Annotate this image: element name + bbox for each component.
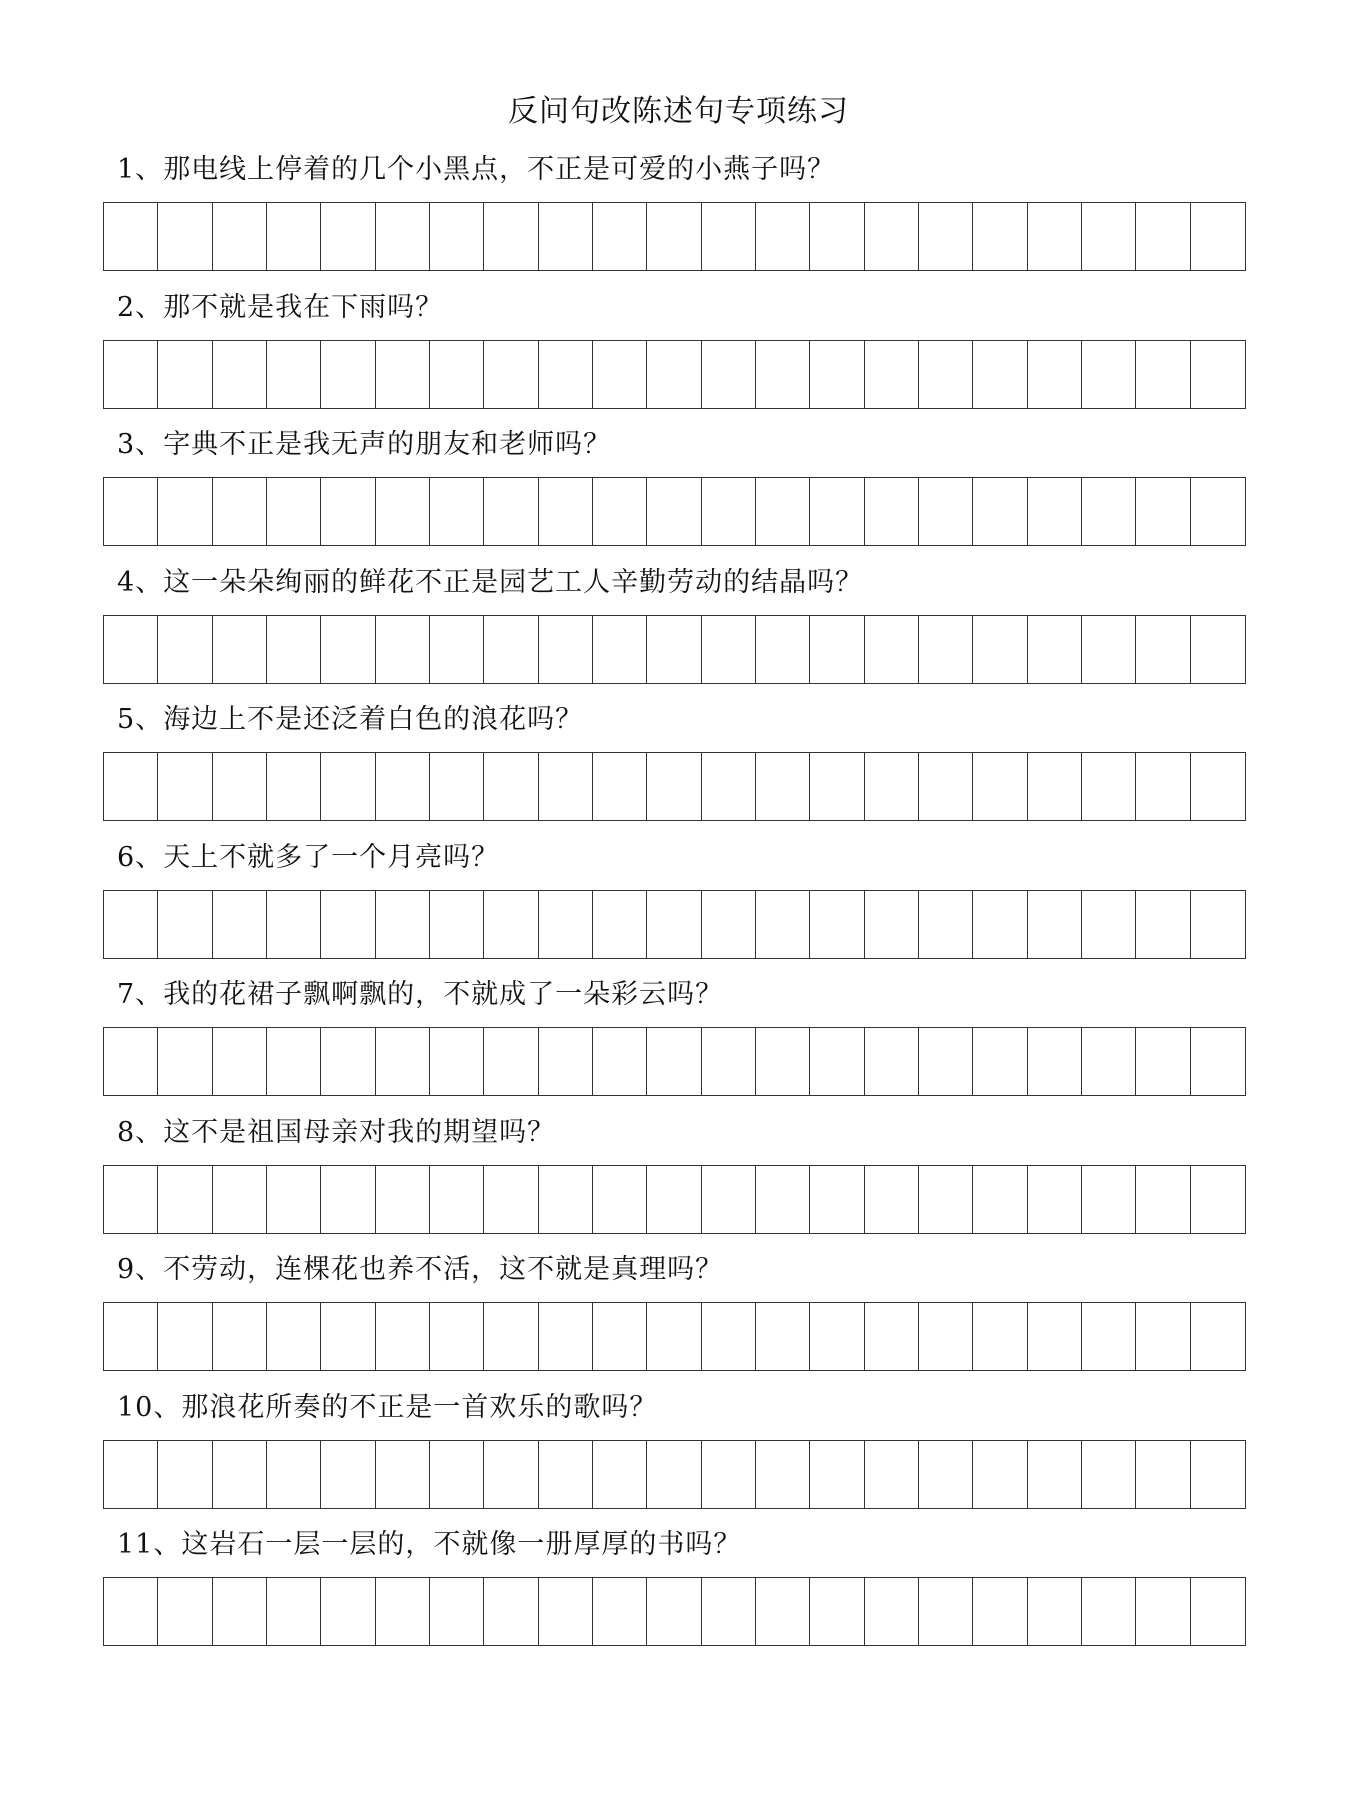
question-sentence: 那不就是我在下雨吗？ (163, 291, 444, 323)
answer-grid (103, 202, 1246, 271)
question-text (117, 700, 583, 740)
answer-cell[interactable] (647, 203, 701, 270)
answer-cell[interactable] (376, 753, 430, 820)
answer-cell[interactable] (267, 616, 321, 683)
answer-cell[interactable] (1191, 203, 1245, 270)
answer-cell[interactable] (810, 891, 864, 958)
answer-cell[interactable] (158, 891, 212, 958)
answer-cell[interactable] (484, 1303, 538, 1370)
answer-cell[interactable] (1028, 341, 1082, 408)
answer-cell[interactable] (104, 616, 158, 683)
answer-cell[interactable] (430, 1028, 484, 1095)
answer-cell[interactable] (647, 753, 701, 820)
answer-cell[interactable] (593, 616, 647, 683)
answer-cell[interactable] (756, 478, 810, 545)
answer-cell[interactable] (267, 1303, 321, 1370)
question-sentence: 那电线上停着的几个小黑点，不正是可爱的小燕子吗？ (163, 154, 836, 185)
answer-cell[interactable] (104, 1166, 158, 1233)
answer-cell[interactable] (1136, 616, 1190, 683)
answer-cell[interactable] (1136, 1303, 1190, 1370)
answer-cell[interactable] (484, 753, 538, 820)
answer-cell[interactable] (376, 1578, 430, 1645)
answer-cell[interactable] (1028, 1441, 1082, 1508)
answer-cell[interactable] (919, 753, 973, 820)
answer-cell[interactable] (158, 1441, 212, 1508)
answer-cell[interactable] (539, 1441, 593, 1508)
answer-cell[interactable] (213, 341, 267, 408)
question-number: 10、 (117, 1391, 182, 1423)
answer-cell[interactable] (158, 1166, 212, 1233)
question-text (117, 1113, 555, 1153)
answer-cell[interactable] (919, 341, 973, 408)
answer-grid (103, 477, 1246, 546)
answer-cell[interactable] (539, 1303, 593, 1370)
question-text (117, 975, 723, 1015)
answer-cell[interactable] (1191, 1441, 1245, 1508)
answer-cell[interactable] (376, 203, 430, 270)
answer-cell[interactable] (593, 1166, 647, 1233)
answer-cell[interactable] (539, 753, 593, 820)
question-text (117, 838, 499, 878)
answer-cell[interactable] (1191, 1166, 1245, 1233)
answer-cell[interactable] (593, 891, 647, 958)
answer-cell[interactable] (593, 1028, 647, 1095)
answer-cell[interactable] (267, 1028, 321, 1095)
answer-cell[interactable] (973, 616, 1027, 683)
answer-cell[interactable] (430, 891, 484, 958)
answer-cell[interactable] (810, 753, 864, 820)
answer-cell[interactable] (430, 1441, 484, 1508)
question-number: 6、 (117, 841, 164, 873)
answer-cell[interactable] (1191, 341, 1245, 408)
answer-cell[interactable] (430, 616, 484, 683)
answer-cell[interactable] (810, 203, 864, 270)
answer-cell[interactable] (267, 478, 321, 545)
question-text (117, 1250, 723, 1290)
answer-cell[interactable] (267, 341, 321, 408)
answer-cell[interactable] (213, 1028, 267, 1095)
question-sentence: 海边上不是还泛着白色的浪花吗？ (163, 704, 584, 735)
page-title: 反问句改陈述句专项练习 (508, 94, 849, 129)
answer-cell[interactable] (104, 1028, 158, 1095)
answer-cell[interactable] (647, 1578, 701, 1645)
answer-cell[interactable] (810, 1028, 864, 1095)
answer-grid (103, 1027, 1246, 1096)
answer-cell[interactable] (1082, 478, 1136, 545)
answer-cell[interactable] (376, 1303, 430, 1370)
answer-cell[interactable] (1136, 1578, 1190, 1645)
answer-cell[interactable] (865, 1028, 919, 1095)
answer-cell[interactable] (321, 203, 375, 270)
answer-cell[interactable] (539, 1166, 593, 1233)
answer-cell[interactable] (213, 891, 267, 958)
answer-cell[interactable] (593, 1303, 647, 1370)
answer-cell[interactable] (267, 753, 321, 820)
answer-cell[interactable] (484, 341, 538, 408)
answer-cell[interactable] (376, 1028, 430, 1095)
answer-cell[interactable] (104, 891, 158, 958)
answer-cell[interactable] (919, 1303, 973, 1370)
answer-cell[interactable] (104, 1441, 158, 1508)
answer-cell[interactable] (213, 753, 267, 820)
answer-grid (103, 890, 1246, 959)
answer-cell[interactable] (919, 1166, 973, 1233)
question-sentence: 那浪花所奏的不正是一首欢乐的歌吗？ (181, 1391, 658, 1423)
answer-cell[interactable] (430, 1578, 484, 1645)
answer-cell[interactable] (702, 1166, 756, 1233)
answer-cell[interactable] (1136, 341, 1190, 408)
answer-cell[interactable] (1082, 1441, 1136, 1508)
answer-cell[interactable] (1028, 1028, 1082, 1095)
question-sentence: 这不是祖国母亲对我的期望吗？ (163, 1116, 556, 1148)
answer-cell[interactable] (430, 341, 484, 408)
answer-cell[interactable] (810, 1441, 864, 1508)
answer-cell[interactable] (539, 1028, 593, 1095)
answer-cell[interactable] (321, 1441, 375, 1508)
answer-cell[interactable] (1136, 1028, 1190, 1095)
answer-cell[interactable] (430, 1303, 484, 1370)
answer-cell[interactable] (321, 341, 375, 408)
question-sentence: 天上不就多了一个月亮吗？ (163, 841, 500, 873)
answer-grid (103, 1577, 1246, 1646)
answer-cell[interactable] (756, 891, 810, 958)
answer-cell[interactable] (1136, 203, 1190, 270)
answer-cell[interactable] (1082, 341, 1136, 408)
answer-cell[interactable] (321, 891, 375, 958)
answer-cell[interactable] (1082, 753, 1136, 820)
answer-cell[interactable] (1191, 616, 1245, 683)
answer-grid (103, 1302, 1246, 1371)
answer-cell[interactable] (810, 616, 864, 683)
answer-cell[interactable] (919, 1028, 973, 1095)
answer-cell[interactable] (484, 616, 538, 683)
answer-cell[interactable] (1028, 203, 1082, 270)
answer-cell[interactable] (756, 203, 810, 270)
answer-cell[interactable] (810, 341, 864, 408)
answer-cell[interactable] (1028, 616, 1082, 683)
answer-cell[interactable] (702, 478, 756, 545)
answer-cell[interactable] (213, 1303, 267, 1370)
answer-cell[interactable] (539, 891, 593, 958)
answer-cell[interactable] (756, 616, 810, 683)
answer-cell[interactable] (919, 478, 973, 545)
question-text (117, 1388, 657, 1428)
question-text (117, 425, 611, 465)
answer-cell[interactable] (158, 478, 212, 545)
answer-cell[interactable] (1191, 1578, 1245, 1645)
answer-cell[interactable] (104, 1578, 158, 1645)
question-number: 8、 (117, 1116, 164, 1148)
answer-cell[interactable] (647, 1441, 701, 1508)
answer-cell[interactable] (593, 753, 647, 820)
answer-cell[interactable] (104, 478, 158, 545)
answer-cell[interactable] (321, 616, 375, 683)
answer-cell[interactable] (1191, 478, 1245, 545)
answer-cell[interactable] (756, 1441, 810, 1508)
answer-cell[interactable] (1136, 1166, 1190, 1233)
answer-cell[interactable] (213, 1441, 267, 1508)
answer-cell[interactable] (1028, 1166, 1082, 1233)
answer-cell[interactable] (1028, 753, 1082, 820)
answer-cell[interactable] (321, 1303, 375, 1370)
answer-cell[interactable] (973, 753, 1027, 820)
answer-cell[interactable] (376, 891, 430, 958)
answer-cell[interactable] (1191, 1303, 1245, 1370)
answer-cell[interactable] (973, 1303, 1027, 1370)
answer-cell[interactable] (1082, 1028, 1136, 1095)
answer-cell[interactable] (702, 753, 756, 820)
answer-cell[interactable] (647, 1028, 701, 1095)
answer-cell[interactable] (756, 753, 810, 820)
answer-cell[interactable] (104, 341, 158, 408)
answer-cell[interactable] (1028, 1303, 1082, 1370)
answer-cell[interactable] (593, 1441, 647, 1508)
answer-cell[interactable] (213, 616, 267, 683)
answer-cell[interactable] (376, 1166, 430, 1233)
answer-grid (103, 615, 1246, 684)
answer-cell[interactable] (539, 478, 593, 545)
answer-cell[interactable] (810, 1578, 864, 1645)
answer-cell[interactable] (321, 478, 375, 545)
answer-cell[interactable] (1136, 753, 1190, 820)
answer-grid (103, 752, 1246, 821)
answer-cell[interactable] (430, 1166, 484, 1233)
answer-cell[interactable] (376, 1441, 430, 1508)
answer-cell[interactable] (484, 203, 538, 270)
answer-cell[interactable] (1191, 753, 1245, 820)
answer-cell[interactable] (158, 1578, 212, 1645)
question-sentence: 不劳动，连棵花也养不活，这不就是真理吗？ (163, 1254, 724, 1285)
answer-cell[interactable] (158, 203, 212, 270)
answer-cell[interactable] (430, 478, 484, 545)
answer-cell[interactable] (104, 1303, 158, 1370)
answer-cell[interactable] (1082, 1303, 1136, 1370)
answer-cell[interactable] (213, 203, 267, 270)
answer-cell[interactable] (702, 891, 756, 958)
answer-cell[interactable] (647, 891, 701, 958)
answer-grid (103, 1440, 1246, 1509)
answer-cell[interactable] (702, 1303, 756, 1370)
answer-cell[interactable] (756, 1578, 810, 1645)
answer-cell[interactable] (647, 1303, 701, 1370)
answer-cell[interactable] (539, 616, 593, 683)
answer-cell[interactable] (973, 1578, 1027, 1645)
question-sentence: 这一朵朵绚丽的鲜花不正是园艺工人辛勤劳动的结晶吗？ (163, 566, 864, 598)
answer-cell[interactable] (1082, 203, 1136, 270)
answer-cell[interactable] (702, 203, 756, 270)
answer-cell[interactable] (973, 1028, 1027, 1095)
answer-cell[interactable] (810, 478, 864, 545)
answer-cell[interactable] (1082, 891, 1136, 958)
answer-cell[interactable] (919, 1441, 973, 1508)
answer-cell[interactable] (430, 203, 484, 270)
answer-cell[interactable] (865, 203, 919, 270)
answer-cell[interactable] (756, 1028, 810, 1095)
question-number: 1、 (117, 154, 164, 185)
answer-cell[interactable] (919, 891, 973, 958)
answer-cell[interactable] (593, 1578, 647, 1645)
answer-cell[interactable] (484, 478, 538, 545)
answer-cell[interactable] (810, 1303, 864, 1370)
question-text (117, 288, 443, 328)
answer-cell[interactable] (484, 891, 538, 958)
answer-cell[interactable] (756, 341, 810, 408)
answer-cell[interactable] (593, 341, 647, 408)
question-sentence: 字典不正是我无声的朋友和老师吗？ (163, 429, 612, 460)
answer-cell[interactable] (321, 1578, 375, 1645)
answer-cell[interactable] (321, 753, 375, 820)
answer-cell[interactable] (1028, 478, 1082, 545)
answer-cell[interactable] (267, 203, 321, 270)
answer-cell[interactable] (104, 753, 158, 820)
answer-cell[interactable] (1082, 1166, 1136, 1233)
answer-cell[interactable] (647, 1166, 701, 1233)
answer-cell[interactable] (213, 1578, 267, 1645)
answer-cell[interactable] (865, 753, 919, 820)
answer-cell[interactable] (1136, 1441, 1190, 1508)
answer-cell[interactable] (267, 891, 321, 958)
answer-cell[interactable] (158, 753, 212, 820)
answer-cell[interactable] (865, 341, 919, 408)
question-number: 7、 (117, 979, 164, 1010)
question-text (117, 150, 835, 190)
answer-cell[interactable] (1191, 1028, 1245, 1095)
answer-cell[interactable] (973, 203, 1027, 270)
answer-cell[interactable] (919, 203, 973, 270)
question-text (117, 563, 863, 603)
question-number: 11、 (117, 1529, 182, 1560)
answer-cell[interactable] (865, 478, 919, 545)
answer-cell[interactable] (810, 1166, 864, 1233)
answer-cell[interactable] (1082, 1578, 1136, 1645)
answer-cell[interactable] (539, 1578, 593, 1645)
answer-cell[interactable] (484, 1028, 538, 1095)
answer-cell[interactable] (919, 616, 973, 683)
answer-cell[interactable] (267, 1441, 321, 1508)
question-number: 3、 (117, 429, 164, 460)
answer-cell[interactable] (973, 1441, 1027, 1508)
answer-cell[interactable] (593, 478, 647, 545)
question-text (117, 1525, 741, 1565)
answer-cell[interactable] (865, 616, 919, 683)
answer-cell[interactable] (484, 1166, 538, 1233)
answer-cell[interactable] (1028, 1578, 1082, 1645)
answer-grid (103, 340, 1246, 409)
question-number: 2、 (117, 291, 164, 323)
answer-cell[interactable] (484, 1441, 538, 1508)
answer-cell[interactable] (1191, 891, 1245, 958)
answer-cell[interactable] (702, 616, 756, 683)
answer-cell[interactable] (756, 1303, 810, 1370)
answer-cell[interactable] (973, 478, 1027, 545)
answer-cell[interactable] (376, 478, 430, 545)
answer-cell[interactable] (702, 1441, 756, 1508)
answer-cell[interactable] (865, 891, 919, 958)
answer-cell[interactable] (158, 1303, 212, 1370)
answer-cell[interactable] (1136, 478, 1190, 545)
answer-cell[interactable] (158, 341, 212, 408)
answer-cell[interactable] (647, 341, 701, 408)
question-number: 4、 (117, 566, 164, 598)
answer-cell[interactable] (865, 1303, 919, 1370)
answer-cell[interactable] (104, 203, 158, 270)
answer-cell[interactable] (376, 616, 430, 683)
answer-cell[interactable] (1028, 891, 1082, 958)
answer-cell[interactable] (973, 1166, 1027, 1233)
answer-cell[interactable] (376, 341, 430, 408)
answer-cell[interactable] (1082, 616, 1136, 683)
answer-cell[interactable] (321, 1166, 375, 1233)
answer-cell[interactable] (593, 203, 647, 270)
answer-cell[interactable] (321, 1028, 375, 1095)
question-number: 5、 (117, 704, 164, 735)
answer-cell[interactable] (539, 341, 593, 408)
answer-cell[interactable] (973, 891, 1027, 958)
answer-cell[interactable] (213, 478, 267, 545)
answer-cell[interactable] (865, 1578, 919, 1645)
question-number: 9、 (117, 1254, 164, 1285)
answer-cell[interactable] (430, 753, 484, 820)
answer-cell[interactable] (647, 478, 701, 545)
answer-cell[interactable] (702, 1028, 756, 1095)
answer-cell[interactable] (702, 341, 756, 408)
answer-cell[interactable] (756, 1166, 810, 1233)
answer-cell[interactable] (702, 1578, 756, 1645)
answer-cell[interactable] (1136, 891, 1190, 958)
question-sentence: 我的花裙子飘啊飘的，不就成了一朵彩云吗？ (163, 979, 724, 1010)
answer-cell[interactable] (539, 203, 593, 270)
answer-cell[interactable] (865, 1441, 919, 1508)
answer-cell[interactable] (158, 1028, 212, 1095)
answer-cell[interactable] (973, 341, 1027, 408)
answer-cell[interactable] (865, 1166, 919, 1233)
answer-cell[interactable] (213, 1166, 267, 1233)
answer-grid (103, 1165, 1246, 1234)
answer-cell[interactable] (267, 1578, 321, 1645)
answer-cell[interactable] (267, 1166, 321, 1233)
question-sentence: 这岩石一层一层的，不就像一册厚厚的书吗？ (181, 1529, 742, 1560)
answer-cell[interactable] (484, 1578, 538, 1645)
answer-cell[interactable] (158, 616, 212, 683)
answer-cell[interactable] (919, 1578, 973, 1645)
answer-cell[interactable] (647, 616, 701, 683)
